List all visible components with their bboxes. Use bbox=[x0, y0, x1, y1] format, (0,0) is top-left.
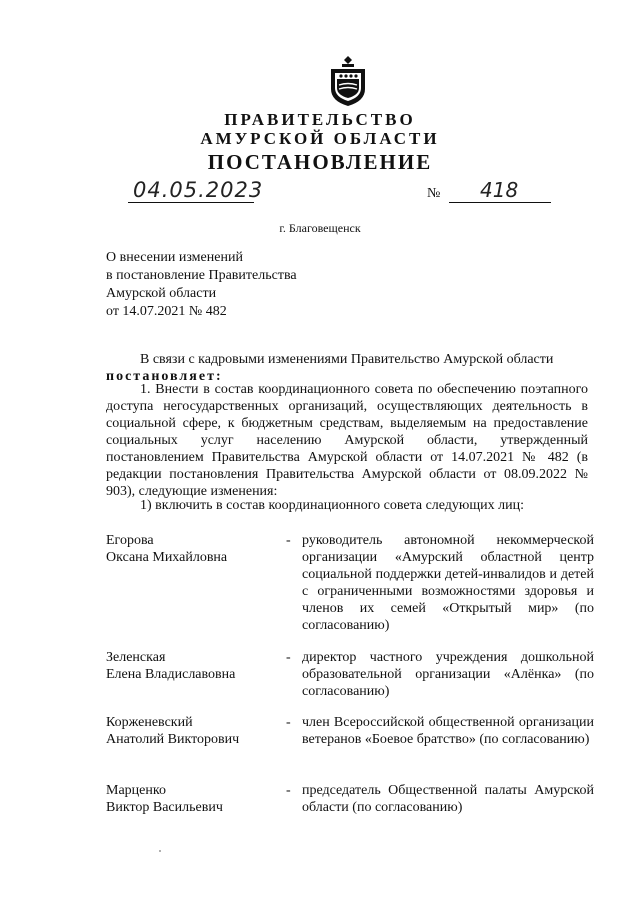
item-1-paragraph bbox=[106, 381, 588, 500]
member-given-names: Елена Владиславовна bbox=[106, 667, 236, 682]
member-role: председатель Общественной палаты Амурской области (по согласованию) bbox=[302, 783, 594, 815]
item-1-text: доступа негосударственных организаций, осуществляющих деятельность в социальной сфере, к бюджетным средствам, выделяемым на предоставление социальных услуг населению Амурской области, утвержденный постановлением Правительства Амурской области от 14.07.2021 № 482 (в редакции постановления Правительства Амурской области от 08.09.2022 № 903), следующие изменения: bbox=[106, 399, 588, 499]
coat-of-arms-icon bbox=[327, 55, 369, 107]
member-name bbox=[106, 782, 281, 816]
scan-speck bbox=[159, 850, 161, 852]
member-role: руководитель автономной некоммерческой организации «Амурский областной центр социальной поддержки детей-инвалидов и детей с ограниченными возможностями здоровья и членов их семей «Открытый мир» (по согласованию) bbox=[302, 533, 594, 633]
member-surname: Корженевский bbox=[106, 715, 193, 730]
document-type-title: ПОСТАНОВЛЕНИЕ bbox=[207, 150, 433, 174]
region-title: АМУРСКОЙ ОБЛАСТИ bbox=[200, 129, 440, 148]
member-dash: - bbox=[286, 533, 291, 548]
document-number: 418 bbox=[480, 178, 519, 202]
item-1-first-line: 1. Внести в состав координационного совета по обеспечению поэтапного bbox=[140, 382, 588, 397]
subject-line: О внесении изменений bbox=[106, 250, 243, 265]
number-label: № bbox=[427, 186, 441, 201]
subject-line: от 14.07.2021 № 482 bbox=[106, 304, 227, 319]
number-underline bbox=[449, 202, 551, 203]
member-role: директор частного учреждения дошкольной образовательной организации «Алёнка» (по согласованию) bbox=[302, 650, 594, 699]
member-dash: - bbox=[286, 783, 291, 798]
member-given-names: Анатолий Викторович bbox=[106, 732, 240, 747]
member-surname: Марценко bbox=[106, 783, 166, 798]
member-surname: Зеленская bbox=[106, 650, 166, 665]
date-underline bbox=[128, 202, 254, 203]
intro-paragraph: В связи с кадровыми изменениями Правительство Амурской области bbox=[140, 352, 554, 367]
document-date: 04.05.2023 bbox=[133, 178, 264, 202]
member-name bbox=[106, 714, 281, 748]
subitem-1-paragraph: 1) включить в состав координационного совета следующих лиц: bbox=[140, 498, 525, 513]
subject-line: Амурской области bbox=[106, 286, 217, 301]
member-surname: Егорова bbox=[106, 533, 154, 548]
government-title: ПРАВИТЕЛЬСТВО bbox=[224, 110, 416, 129]
member-given-names: Оксана Михайловна bbox=[106, 550, 228, 565]
member-name bbox=[106, 649, 281, 683]
member-dash: - bbox=[286, 715, 291, 730]
decree-word: постановляет: bbox=[106, 369, 223, 384]
city-line: г. Благовещенск bbox=[279, 221, 361, 235]
member-given-names: Виктор Васильевич bbox=[106, 800, 223, 815]
member-name bbox=[106, 532, 281, 566]
subject-line: в постановление Правительства bbox=[106, 268, 297, 283]
member-dash: - bbox=[286, 650, 291, 665]
member-role: член Всероссийской общественной организации ветеранов «Боевое братство» (по согласованию) bbox=[302, 715, 594, 747]
subject-block bbox=[106, 249, 297, 321]
